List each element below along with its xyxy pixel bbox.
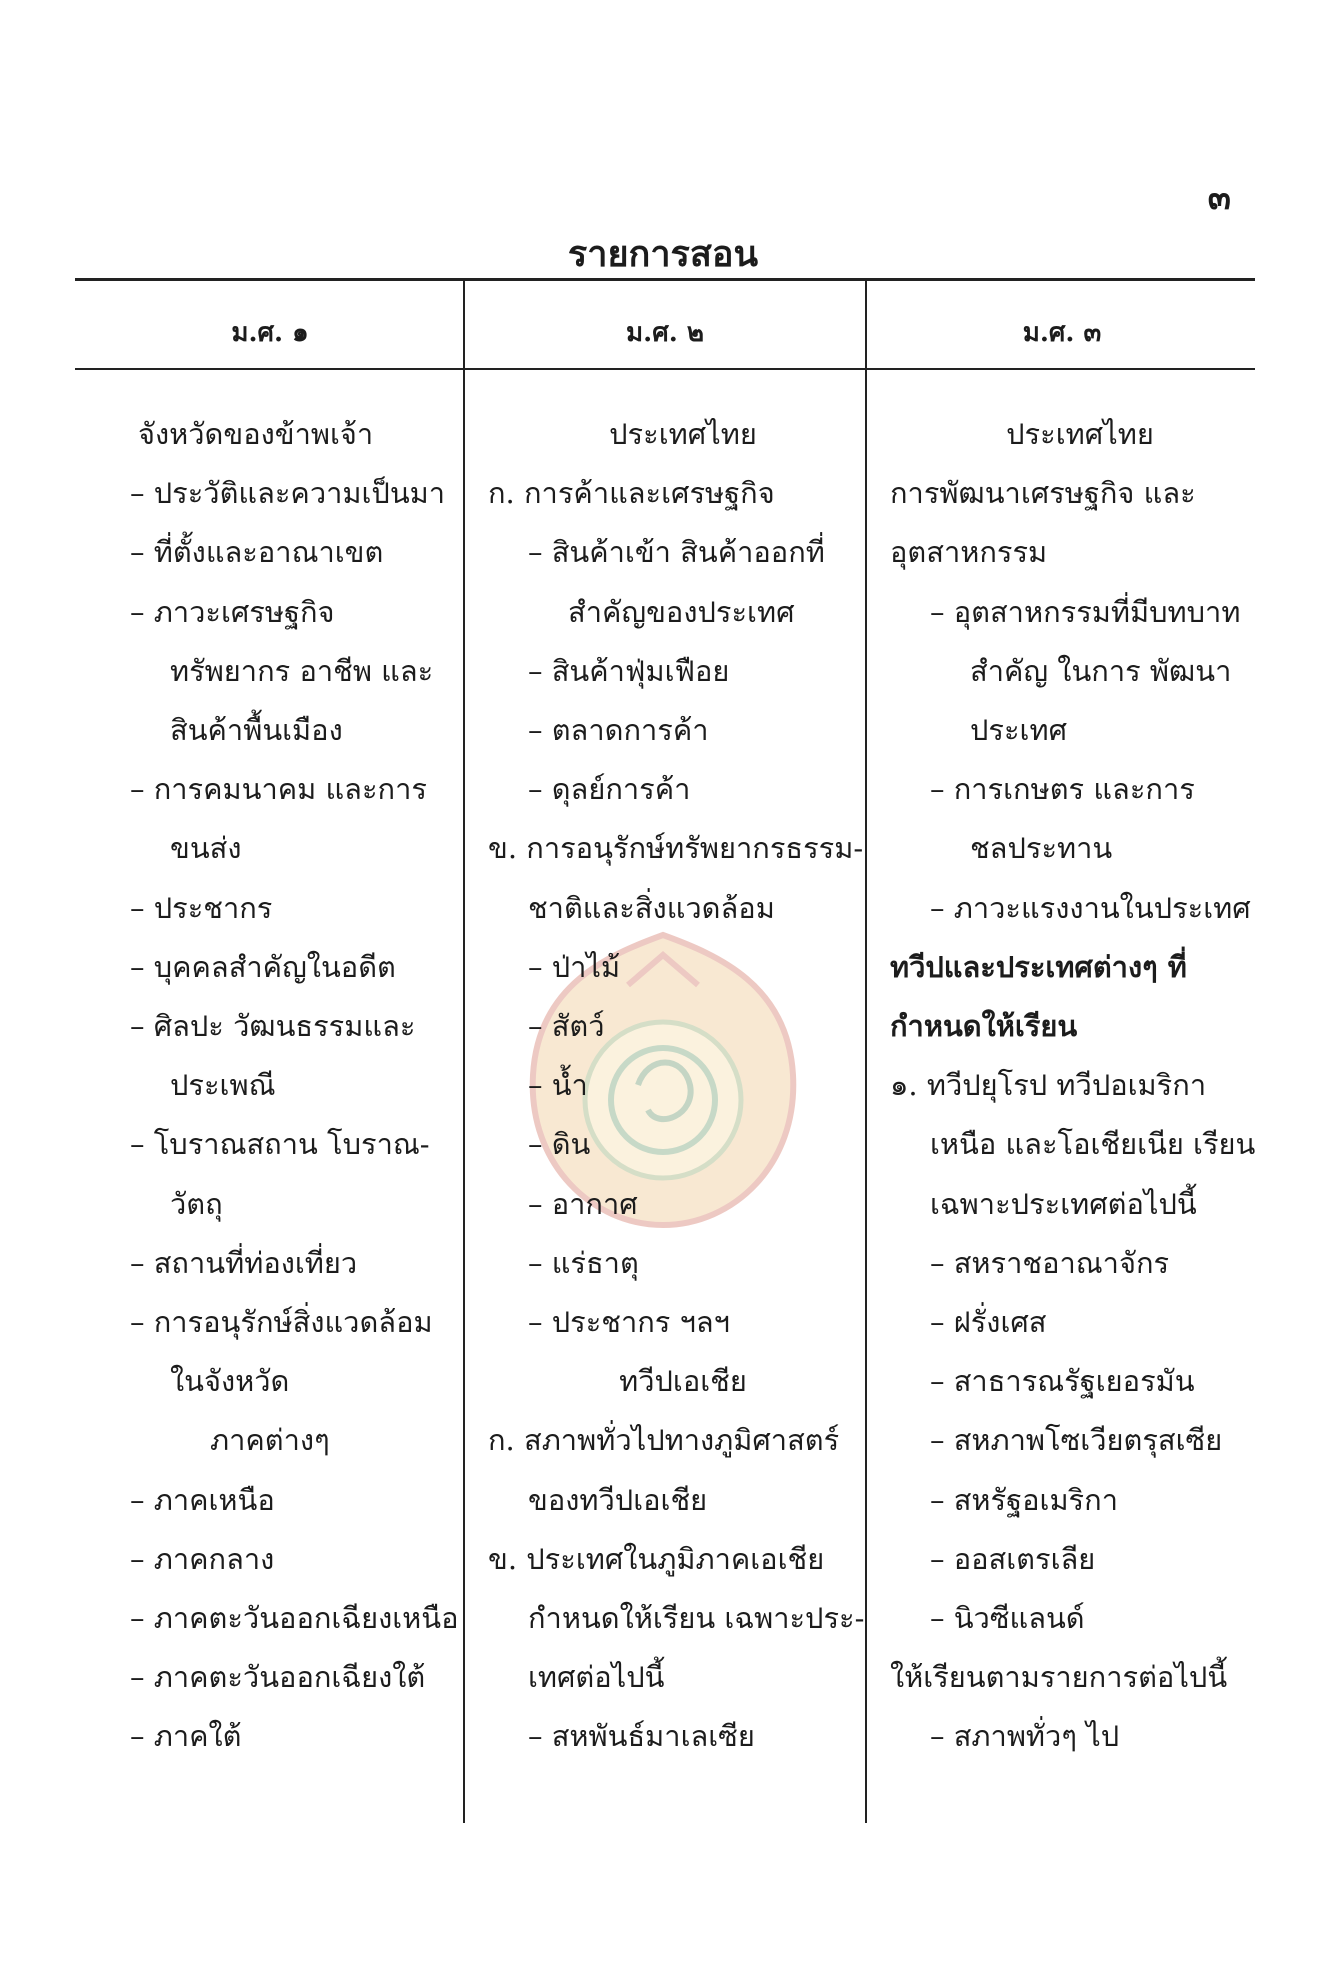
section-heading: ทวีปและประเทศต่างๆ ที่ bbox=[890, 949, 1187, 984]
list-item: – ภาคเหนือ bbox=[130, 1482, 275, 1517]
list-item: ก. การค้าและเศรษฐกิจ bbox=[488, 476, 775, 511]
list-item: – การอนุรักษ์สิ่งแวดล้อม bbox=[130, 1305, 433, 1340]
list-item: การพัฒนาเศรษฐกิจ และ bbox=[890, 476, 1196, 511]
list-item: – การคมนาคม และการ bbox=[130, 772, 427, 807]
list-item: – ตลาดการค้า bbox=[528, 713, 709, 748]
list-item: – ฝรั่งเศส bbox=[930, 1305, 1047, 1340]
section-heading: ภาคต่างๆ bbox=[210, 1423, 330, 1458]
list-item: ชลประทาน bbox=[970, 831, 1113, 866]
list-item: – แร่ธาตุ bbox=[528, 1245, 639, 1280]
list-item: เหนือ และโอเชียเนีย เรียน bbox=[930, 1127, 1256, 1162]
list-item: ก. สภาพทั่วไปทางภูมิศาสตร์ bbox=[488, 1423, 840, 1458]
list-item: – โบราณสถาน โบราณ- bbox=[130, 1127, 430, 1162]
table-header-rule bbox=[75, 368, 1255, 370]
list-item: ทรัพยากร อาชีพ และ bbox=[170, 653, 434, 688]
column-ms3 bbox=[890, 405, 1270, 1767]
list-item: วัตถุ bbox=[170, 1186, 223, 1221]
section-heading: กำหนดให้เรียน bbox=[890, 1009, 1078, 1044]
list-item: – สหราชอาณาจักร bbox=[930, 1245, 1170, 1280]
list-item: – ภาคกลาง bbox=[130, 1541, 275, 1576]
section-heading: ทวีปเอเชีย bbox=[619, 1364, 747, 1399]
list-item: – สภาพทั่วๆ ไป bbox=[930, 1719, 1120, 1754]
list-item: – ประวัติและความเป็นมา bbox=[130, 476, 446, 511]
list-item: – สินค้าเข้า สินค้าออกที่ bbox=[528, 535, 825, 570]
list-item: ๑. ทวีปยุโรป ทวีปอเมริกา bbox=[890, 1068, 1207, 1103]
list-item: – สาธารณรัฐเยอรมัน bbox=[930, 1364, 1195, 1399]
page-number: ๓ bbox=[1207, 178, 1231, 218]
column-ms2 bbox=[488, 405, 878, 1767]
list-item: – ดุลย์การค้า bbox=[528, 772, 691, 807]
list-item: เทศต่อไปนี้ bbox=[528, 1660, 665, 1695]
column-ms1 bbox=[90, 405, 480, 1767]
list-item: ประเพณี bbox=[170, 1068, 276, 1103]
list-item: อุตสาหกรรม bbox=[890, 535, 1048, 570]
list-item: – สหภาพโซเวียตรุสเซีย bbox=[930, 1423, 1223, 1458]
list-item: – ศิลปะ วัฒนธรรมและ bbox=[130, 1009, 416, 1044]
list-item: ให้เรียนตามรายการต่อไปนี้ bbox=[890, 1660, 1228, 1695]
list-item: – ภาวะเศรษฐกิจ bbox=[130, 594, 335, 629]
column-header-ms1: ม.ศ. ๑ bbox=[231, 318, 309, 348]
table-top-rule bbox=[75, 278, 1255, 281]
page-title: รายการสอน bbox=[567, 233, 759, 275]
list-item: ขนส่ง bbox=[170, 831, 242, 866]
list-item: – น้ำ bbox=[528, 1068, 588, 1103]
list-item: – สัตว์ bbox=[528, 1009, 605, 1044]
column-header-ms2: ม.ศ. ๒ bbox=[626, 318, 704, 348]
list-item: – สหพันธ์มาเลเซีย bbox=[528, 1719, 755, 1754]
list-item: – ที่ตั้งและอาณาเขต bbox=[130, 535, 384, 570]
list-item: – อุตสาหกรรมที่มีบทบาท bbox=[930, 594, 1241, 629]
list-item: – ภาคตะวันออกเฉียงเหนือ bbox=[130, 1601, 459, 1636]
list-item: – บุคคลสำคัญในอดีต bbox=[130, 949, 396, 984]
list-item: – ภาคตะวันออกเฉียงใต้ bbox=[130, 1660, 426, 1695]
column-header-ms3: ม.ศ. ๓ bbox=[1022, 318, 1102, 348]
list-item: ข. การอนุรักษ์ทรัพยากรธรรม- bbox=[488, 831, 864, 866]
list-item: – อากาศ bbox=[528, 1186, 638, 1221]
list-item: กำหนดให้เรียน เฉพาะประ- bbox=[528, 1601, 865, 1636]
list-item: – ภาคใต้ bbox=[130, 1719, 242, 1754]
list-item: – นิวซีแลนด์ bbox=[930, 1601, 1085, 1636]
list-item: – ประชากร ฯลฯ bbox=[528, 1305, 730, 1340]
list-item: – การเกษตร และการ bbox=[930, 772, 1195, 807]
list-item: – สถานที่ท่องเที่ยว bbox=[130, 1245, 358, 1280]
list-item: สำคัญของประเทศ bbox=[568, 594, 795, 629]
list-item: – สินค้าฟุ่มเฟือย bbox=[528, 653, 730, 688]
list-item: – ประชากร bbox=[130, 890, 273, 925]
list-item: สำคัญ ในการ พัฒนา bbox=[970, 653, 1232, 688]
list-item: ในจังหวัด bbox=[170, 1364, 290, 1399]
list-item: ประเทศ bbox=[970, 713, 1067, 748]
list-item: – สหรัฐอเมริกา bbox=[930, 1482, 1118, 1517]
list-item: ชาติและสิ่งแวดล้อม bbox=[528, 890, 775, 925]
list-item: – ออสเตรเลีย bbox=[930, 1541, 1096, 1576]
list-item: ข. ประเทศในภูมิภาคเอเชีย bbox=[488, 1541, 825, 1576]
section-heading: ประเทศไทย bbox=[609, 417, 757, 451]
list-item: ของทวีปเอเชีย bbox=[528, 1482, 708, 1517]
list-item: จังหวัดของข้าพเจ้า bbox=[138, 417, 374, 451]
list-item: – ดิน bbox=[528, 1127, 591, 1162]
list-item: – ภาวะแรงงานในประเทศ bbox=[930, 890, 1251, 925]
section-heading: ประเทศไทย bbox=[1006, 417, 1154, 451]
list-item: สินค้าพื้นเมือง bbox=[170, 713, 343, 748]
list-item: เฉพาะประเทศต่อไปนี้ bbox=[930, 1186, 1197, 1221]
list-item: – ป่าไม้ bbox=[528, 949, 621, 984]
